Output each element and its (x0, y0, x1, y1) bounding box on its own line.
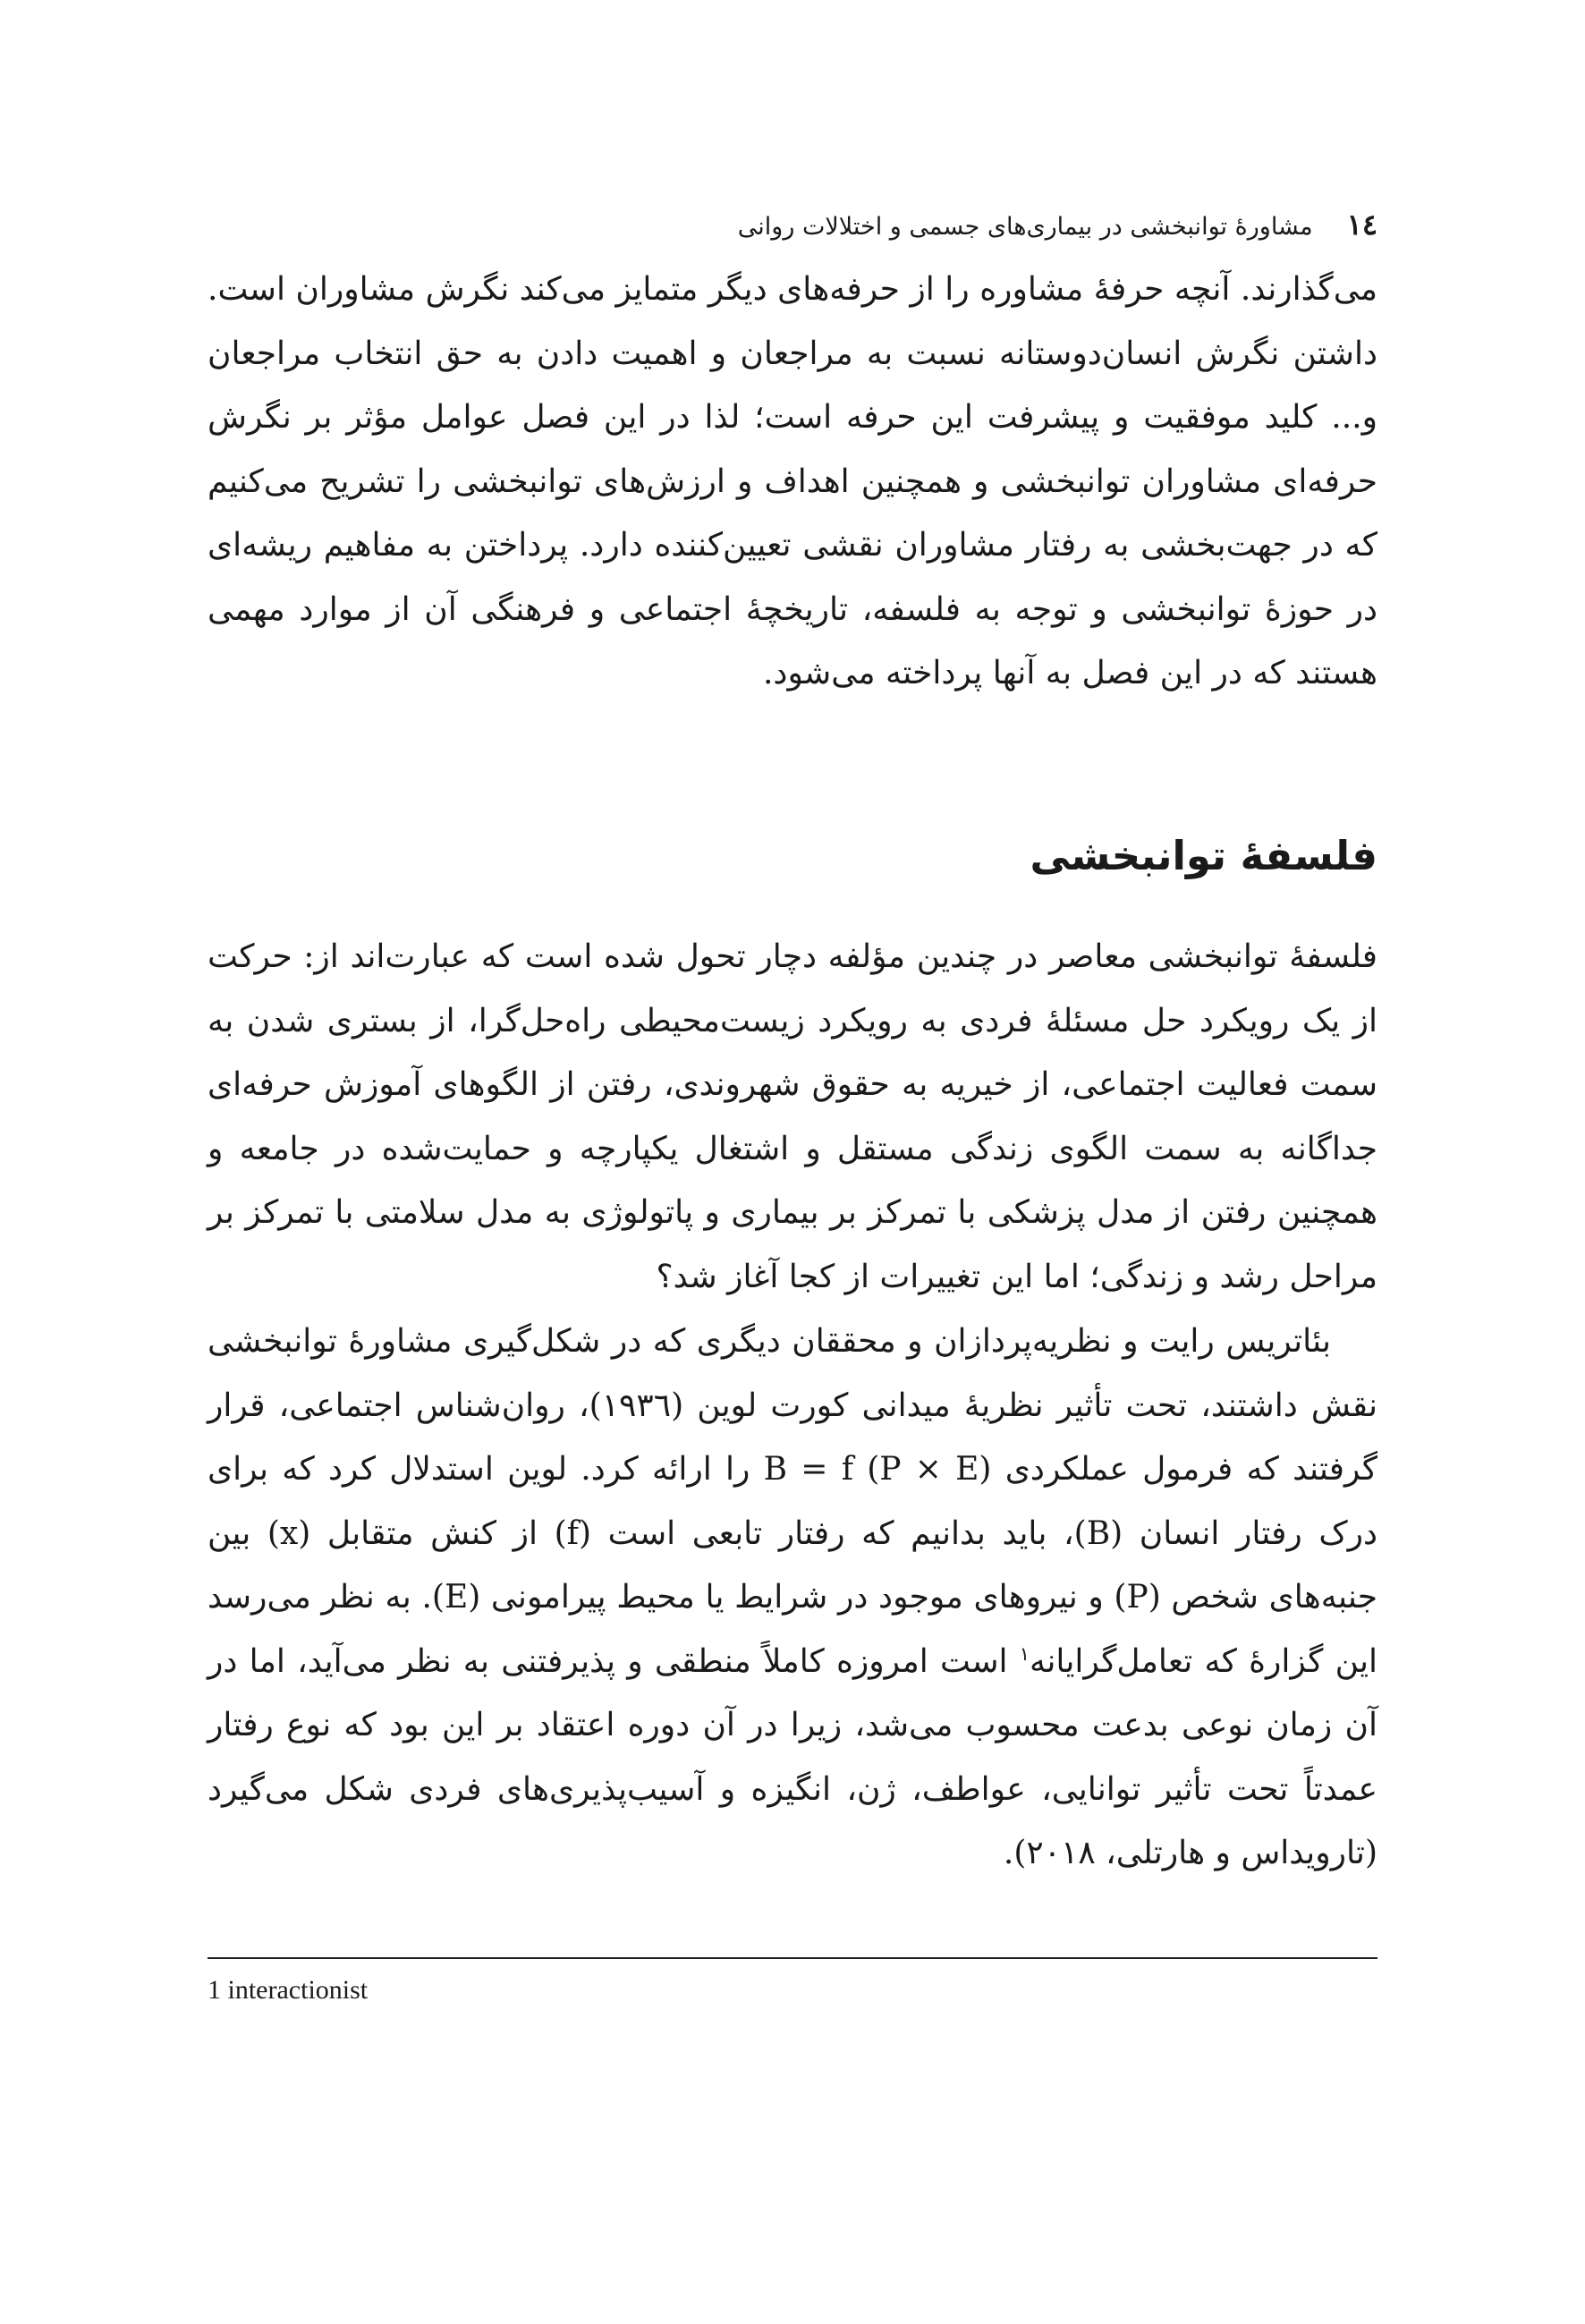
running-title: مشاورهٔ توانبخشی در بیماری‌های جسمی و اختلالات روانی (737, 213, 1313, 241)
footnote: 1 interactionist (208, 1975, 369, 2005)
page-number: ١٤ (1346, 208, 1377, 242)
paragraph-3-part-a: بئاتریس رایت و نظریه‌پردازان و محققان دیگری که در شکل‌گیری مشاورهٔ توانبخشی نقش داشتند، تحت تأثیر نظریهٔ میدانی کورت لوین (١٩٣٦)، روان‌شناس اجتماعی، قرار گرفتند که فرمول عملکردی (208, 1323, 1377, 1488)
intro-paragraph-block (208, 258, 1377, 706)
paragraph-3 (208, 1310, 1377, 1886)
lewin-paragraph-block (208, 1310, 1377, 1886)
running-header (738, 208, 1377, 242)
footnote-divider (208, 1957, 1377, 1959)
philosophy-paragraph-block (208, 925, 1377, 1309)
section-heading: فلسفهٔ توانبخشی (1030, 832, 1377, 879)
lewin-formula: B = f (P × E) (763, 1451, 992, 1488)
paragraph-3-part-b: را ارائه کرد. لوین استدلال کرد که برای درک رفتار انسان (B)، باید بدانیم که رفتار تابعی است (f) از کنش متقابل (x) بین جنبه‌های شخص (P) و نیروهای موجود در شرایط یا محیط پیرامونی (E). به نظر می‌رسد این گزارهٔ که تعامل‌گرایانه (208, 1451, 1377, 1680)
paragraph-1: می‌گذارند. آنچه حرفهٔ مشاوره را از حرفه‌های دیگر متمایز می‌کند نگرش مشاوران است. داشتن نگرش انسان‌دوستانه نسبت به مراجعان و اهمیت دادن به حق انتخاب مراجعان و... کلید موفقیت و پیشرفت این حرفه است؛ لذا در این فصل عوامل مؤثر بر نگرش حرفه‌ای مشاوران توانبخشی و همچنین اهداف و ارزش‌های توانبخشی را تشریح می‌کنیم که در جهت‌بخشی به رفتار مشاوران نقشی تعیین‌کننده دارد. پرداختن به مفاهیم ریشه‌ای در حوزهٔ توانبخشی و توجه به فلسفه، تاریخچهٔ اجتماعی و فرهنگی آن از موارد مهمی هستند که در این فصل به آنها پرداخته می‌شود. (208, 271, 1377, 691)
paragraph-3-part-c: است امروزه کاملاً منطقی و پذیرفتنی به نظر می‌آید، اما در آن زمان نوعی بدعت محسوب می‌شد، زیرا در آن دوره اعتقاد بر این بود که نوع رفتار عمدتاً تحت تأثیر توانایی، عواطف، ژن، انگیزه و آسیب‌پذیری‌های فردی شکل می‌گیرد (تارویداس و هارتلی، ٢٠١٨). (208, 1642, 1377, 1871)
paragraph-2: فلسفهٔ توانبخشی معاصر در چندین مؤلفه دچار تحول شده است که عبارت‌اند از: حرکت از یک رویکرد حل مسئلهٔ فردی به رویکرد زیست‌محیطی راه‌حل‌گرا، از بستری شدن به سمت فعالیت اجتماعی، از خیریه به حقوق شهروندی، رفتن از الگوهای آموزش حرفه‌ای جداگانه به سمت الگوی زندگی مستقل و اشتغال یکپارچه و حمایت‌شده در جامعه و همچنین رفتن از مدل پزشکی با تمرکز بر بیماری و پاتولوژی به مدل سلامتی با تمرکز بر مراحل رشد و زندگی؛ اما این تغییرات از کجا آغاز شد؟ (208, 938, 1377, 1295)
footnote-marker: ١ (1019, 1642, 1030, 1665)
